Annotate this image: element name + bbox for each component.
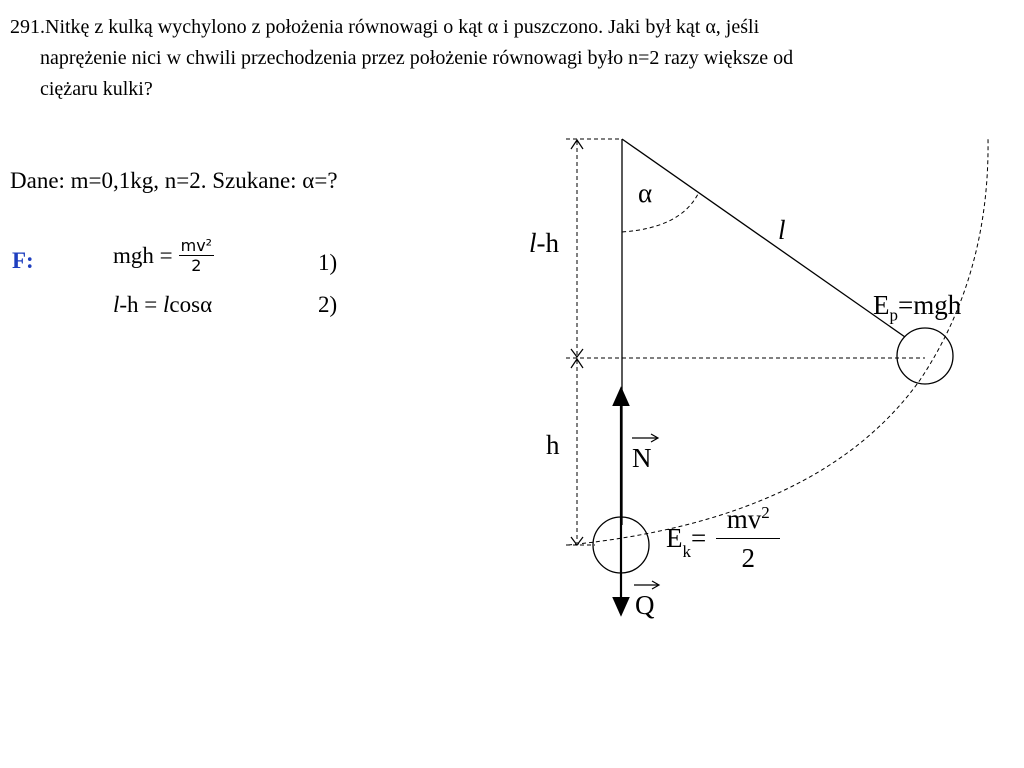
problem-line-3: ciężaru kulki?: [40, 78, 153, 100]
kinetic-energy-formula: [666, 503, 780, 574]
equation-1-lhs: mgh =: [113, 242, 173, 268]
alpha-label: α: [638, 178, 653, 208]
weight-label: Q: [635, 590, 655, 620]
problem-line-2: naprężenie nici w chwili przechodzenia przez położenie równowagi było n=2 razy większe od: [40, 47, 794, 69]
tension-label: N: [632, 443, 652, 473]
equation-2-number: 2): [318, 292, 338, 317]
equation-1-denominator: 2: [191, 256, 202, 275]
fraction-bar: [716, 538, 780, 539]
formulas-label: F:: [12, 248, 34, 273]
swing-arc: [568, 138, 988, 545]
kinetic-energy-equals: =: [691, 523, 707, 553]
angle-arc: [622, 194, 698, 232]
inclined-thread: [622, 139, 905, 337]
ball-raised: [897, 328, 953, 384]
potential-energy-label: $E_p=mgh$: [873, 290, 962, 325]
kinetic-energy-denominator: 2: [741, 543, 755, 573]
kinetic-energy-sub: k: [682, 542, 691, 561]
length-label: l: [778, 215, 786, 245]
equation-1-number: 1): [318, 250, 338, 275]
kinetic-energy-e: E: [666, 523, 683, 553]
equation-2-mid: -h =: [119, 292, 164, 317]
equation-2-l: l: [113, 292, 120, 317]
equation-2-end: cosα: [169, 292, 213, 317]
kinetic-energy-numerator: $mv^2$: [726, 503, 770, 534]
given-data: Dane: m=0,1kg, n=2. Szukane: α=?: [10, 168, 338, 193]
kinetic-energy-fraction: [716, 503, 780, 574]
h-label: h: [546, 430, 560, 460]
l-minus-h-label: l-h: [529, 228, 560, 258]
equation-1-numerator: mv²: [180, 236, 213, 255]
equation-2-l-second: l: [163, 292, 170, 317]
problem-line-1: 291.Nitkę z kulką wychylono z położenia równowagi o kąt α i puszczono. Jaki był kąt α, jeśli: [10, 16, 760, 38]
